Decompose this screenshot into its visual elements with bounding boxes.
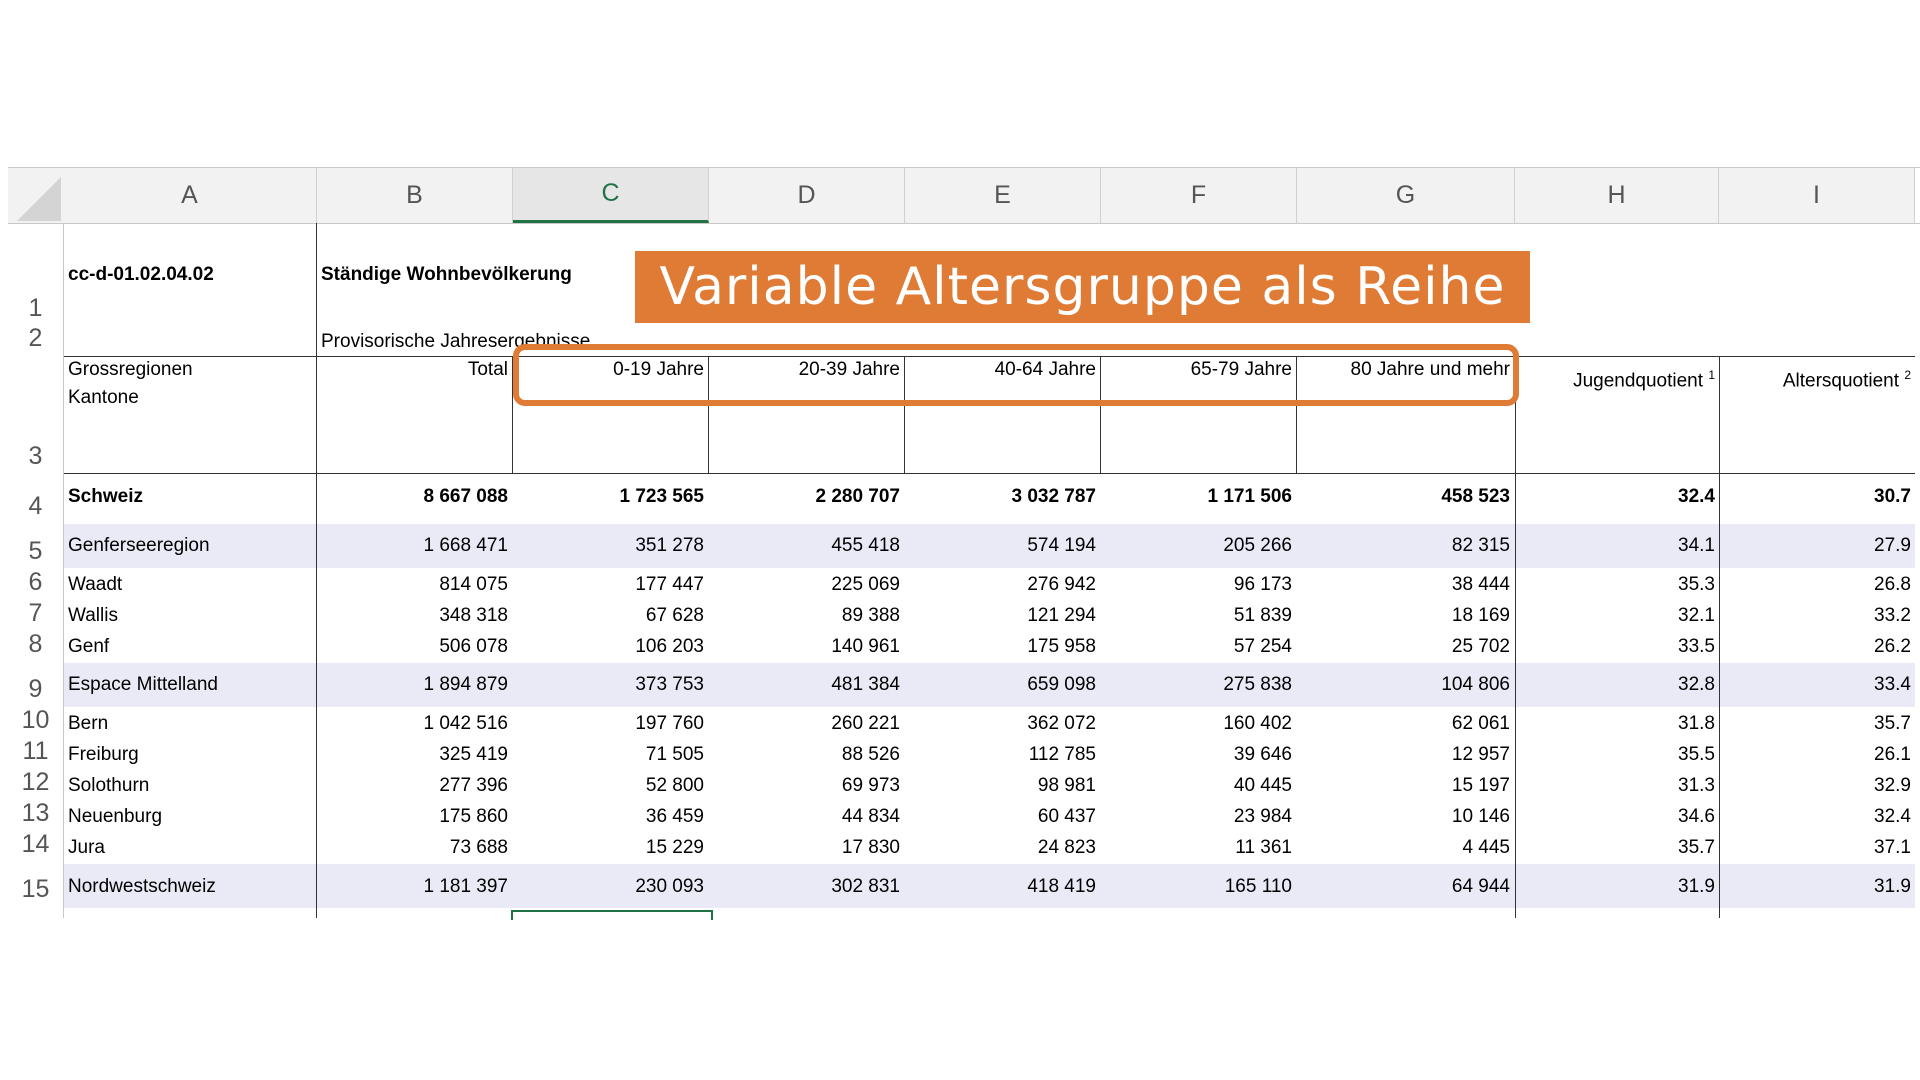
value-cell[interactable]: 8 667 088 <box>423 486 508 507</box>
row-header-13[interactable]: 13 <box>21 799 50 827</box>
column-header-i[interactable]: I <box>1719 167 1915 223</box>
column-header-e[interactable]: E <box>905 167 1101 223</box>
value-cell[interactable]: 225 069 <box>831 574 900 595</box>
column-header-f[interactable]: F <box>1101 167 1297 223</box>
value-cell[interactable]: 32.8 <box>1678 674 1715 695</box>
value-cell[interactable]: 481 384 <box>831 674 900 695</box>
value-cell[interactable]: 64 944 <box>1451 876 1510 897</box>
region-name-cell[interactable]: Solothurn <box>68 775 150 796</box>
value-cell[interactable]: 175 958 <box>1027 636 1096 657</box>
region-name-cell[interactable]: Neuenburg <box>68 806 163 827</box>
value-cell[interactable]: 32.9 <box>1874 775 1911 796</box>
value-cell[interactable]: 106 203 <box>635 636 704 657</box>
value-cell[interactable]: 11 361 <box>1235 837 1292 858</box>
value-cell[interactable]: 1 894 879 <box>423 674 508 695</box>
row-header-14[interactable]: 14 <box>21 830 50 858</box>
row-header-divider <box>63 223 64 918</box>
value-cell[interactable]: 325 419 <box>439 744 508 765</box>
table-title[interactable]: Ständige Wohnbevölkerung <box>321 264 572 285</box>
value-cell[interactable]: 33.2 <box>1874 605 1911 626</box>
value-cell[interactable]: 177 447 <box>635 574 704 595</box>
annotation-banner <box>635 251 1530 323</box>
old-age-ratio-footnote: 2 <box>1904 368 1911 382</box>
value-cell[interactable]: 302 831 <box>831 876 900 897</box>
region-name-cell[interactable]: Nordwestschweiz <box>68 876 216 897</box>
value-cell[interactable]: 1 723 565 <box>619 486 704 507</box>
value-cell[interactable]: 69 973 <box>841 775 900 796</box>
value-cell[interactable]: 52 800 <box>645 775 704 796</box>
border-h-i <box>1719 356 1720 918</box>
row-header-2[interactable]: 2 <box>28 324 43 352</box>
header-top-line <box>8 167 1920 168</box>
value-cell[interactable]: 348 318 <box>439 605 508 626</box>
header-youth-ratio[interactable] <box>1519 364 1715 392</box>
header-old-age-ratio[interactable] <box>1723 364 1911 392</box>
value-cell[interactable]: 32.4 <box>1874 806 1911 827</box>
table-subtitle[interactable]: Provisorische Jahresergebnisse <box>321 331 591 352</box>
value-cell[interactable]: 96 173 <box>1233 574 1292 595</box>
region-label-line1[interactable]: Grossregionen <box>68 359 193 380</box>
value-cell[interactable]: 35.3 <box>1678 574 1715 595</box>
region-name-cell[interactable]: Bern <box>68 713 109 734</box>
value-cell[interactable]: 26.2 <box>1874 636 1911 657</box>
value-cell[interactable]: 88 526 <box>841 744 900 765</box>
value-cell[interactable]: 814 075 <box>439 574 508 595</box>
value-cell[interactable]: 140 961 <box>831 636 900 657</box>
region-label-line2[interactable]: Kantone <box>68 387 139 408</box>
value-cell[interactable]: 1 042 516 <box>423 713 508 734</box>
column-header-h[interactable]: H <box>1515 167 1719 223</box>
header-age-80-plus[interactable]: 80 Jahre und mehr <box>1350 359 1510 380</box>
column-header-c[interactable]: C <box>513 167 709 223</box>
header-age-40-64[interactable]: 40-64 Jahre <box>994 359 1096 380</box>
row-header-12[interactable]: 12 <box>21 768 50 796</box>
value-cell[interactable]: 2 280 707 <box>815 486 900 507</box>
value-cell[interactable]: 197 760 <box>635 713 704 734</box>
value-cell[interactable]: 32.4 <box>1678 486 1715 507</box>
column-header-b[interactable]: B <box>317 167 513 223</box>
value-cell[interactable]: 373 753 <box>635 674 704 695</box>
value-cell[interactable]: 18 169 <box>1451 605 1510 626</box>
value-cell[interactable]: 30.7 <box>1874 486 1911 507</box>
region-name-cell[interactable]: Schweiz <box>68 486 143 507</box>
value-cell[interactable]: 71 505 <box>645 744 704 765</box>
value-cell[interactable]: 175 860 <box>439 806 508 827</box>
value-cell[interactable]: 25 702 <box>1451 636 1510 657</box>
value-cell[interactable]: 230 093 <box>635 876 704 897</box>
row-header-4[interactable]: 4 <box>28 492 43 520</box>
annotation-banner-text: Variable Altersgruppe als Reihe <box>659 257 1506 317</box>
border-g-h <box>1515 356 1516 918</box>
row-header-5[interactable]: 5 <box>28 537 43 565</box>
value-cell[interactable]: 34.1 <box>1678 535 1715 556</box>
value-cell[interactable]: 34.6 <box>1678 806 1715 827</box>
value-cell[interactable]: 418 419 <box>1027 876 1096 897</box>
select-all-corner[interactable] <box>8 167 63 223</box>
row-header-10[interactable]: 10 <box>21 706 50 734</box>
region-name-cell[interactable]: Genferseeregion <box>68 535 210 556</box>
region-name-cell[interactable]: Genf <box>68 636 110 657</box>
value-cell[interactable]: 659 098 <box>1027 674 1096 695</box>
row-header-9[interactable]: 9 <box>28 675 43 703</box>
value-cell[interactable]: 44 834 <box>841 806 900 827</box>
value-cell[interactable]: 32.1 <box>1678 605 1715 626</box>
value-cell[interactable]: 38 444 <box>1451 574 1510 595</box>
value-cell[interactable]: 31.9 <box>1874 876 1911 897</box>
selected-cell-indicator <box>511 910 713 920</box>
header-age-0-19[interactable]: 0-19 Jahre <box>613 359 704 380</box>
value-cell[interactable]: 121 294 <box>1027 605 1096 626</box>
value-cell[interactable]: 98 981 <box>1037 775 1096 796</box>
value-cell[interactable]: 57 254 <box>1233 636 1292 657</box>
value-cell[interactable]: 574 194 <box>1027 535 1096 556</box>
value-cell[interactable]: 15 197 <box>1451 775 1510 796</box>
value-cell[interactable]: 506 078 <box>439 636 508 657</box>
value-cell[interactable]: 51 839 <box>1233 605 1292 626</box>
value-cell[interactable]: 60 437 <box>1037 806 1096 827</box>
row-header-15[interactable]: 15 <box>21 875 50 903</box>
column-header-a[interactable]: A <box>63 167 317 223</box>
value-cell[interactable]: 3 032 787 <box>1011 486 1096 507</box>
value-cell[interactable]: 35.5 <box>1678 744 1715 765</box>
border-a-b <box>316 223 317 918</box>
row-header-11[interactable]: 11 <box>22 737 49 765</box>
value-cell[interactable]: 104 806 <box>1441 674 1510 695</box>
value-cell[interactable]: 362 072 <box>1027 713 1096 734</box>
value-cell[interactable]: 351 278 <box>635 535 704 556</box>
value-cell[interactable]: 276 942 <box>1027 574 1096 595</box>
value-cell[interactable]: 1 181 397 <box>423 876 508 897</box>
value-cell[interactable]: 35.7 <box>1874 713 1911 734</box>
header-age-65-79[interactable]: 65-79 Jahre <box>1190 359 1292 380</box>
value-cell[interactable]: 275 838 <box>1223 674 1292 695</box>
value-cell[interactable]: 10 146 <box>1451 806 1510 827</box>
value-cell[interactable]: 36 459 <box>645 806 704 827</box>
value-cell[interactable]: 26.8 <box>1874 574 1911 595</box>
value-cell[interactable]: 23 984 <box>1233 806 1292 827</box>
value-cell[interactable]: 277 396 <box>439 775 508 796</box>
youth-ratio-footnote: 1 <box>1708 368 1715 382</box>
value-cell[interactable]: 24 823 <box>1037 837 1096 858</box>
value-cell[interactable]: 26.1 <box>1874 744 1911 765</box>
value-cell[interactable]: 31.8 <box>1678 713 1715 734</box>
value-cell[interactable]: 4 445 <box>1462 837 1510 858</box>
value-cell[interactable]: 112 785 <box>1028 744 1096 765</box>
header-bottom-line <box>8 223 1920 224</box>
value-cell[interactable]: 455 418 <box>831 535 900 556</box>
value-cell[interactable]: 82 315 <box>1451 535 1510 556</box>
table-header-bottom-border <box>64 473 1915 474</box>
header-total[interactable]: Total <box>467 359 508 380</box>
row-header-1[interactable]: 1 <box>28 294 43 322</box>
value-cell[interactable]: 205 266 <box>1223 535 1292 556</box>
region-name-cell[interactable]: Freiburg <box>68 744 139 765</box>
region-name-cell[interactable]: Wallis <box>68 605 118 626</box>
value-cell[interactable]: 1 668 471 <box>423 535 508 556</box>
row-header-6[interactable]: 6 <box>28 568 43 596</box>
value-cell[interactable]: 73 688 <box>449 837 508 858</box>
table-code[interactable]: cc-d-01.02.04.02 <box>68 264 214 285</box>
value-cell[interactable]: 39 646 <box>1233 744 1292 765</box>
value-cell[interactable]: 27.9 <box>1874 535 1911 556</box>
value-cell[interactable]: 40 445 <box>1233 775 1292 796</box>
region-name-cell[interactable]: Waadt <box>68 574 123 595</box>
value-cell[interactable]: 1 171 506 <box>1207 486 1292 507</box>
value-cell[interactable]: 35.7 <box>1678 837 1715 858</box>
region-name-cell[interactable]: Jura <box>68 837 105 858</box>
header-age-20-39[interactable]: 20-39 Jahre <box>798 359 900 380</box>
age-group-highlight-box <box>513 344 1519 406</box>
column-header-d[interactable]: D <box>709 167 905 223</box>
value-cell[interactable]: 15 229 <box>645 837 704 858</box>
row-header-8[interactable]: 8 <box>28 630 43 658</box>
value-cell[interactable]: 37.1 <box>1874 837 1911 858</box>
value-cell[interactable]: 165 110 <box>1224 876 1292 897</box>
value-cell[interactable]: 33.4 <box>1874 674 1911 695</box>
value-cell[interactable]: 67 628 <box>645 605 704 626</box>
value-cell[interactable]: 260 221 <box>831 713 900 734</box>
row-header-7[interactable]: 7 <box>28 599 43 627</box>
old-age-ratio-label: Altersquotient <box>1782 370 1900 392</box>
value-cell[interactable]: 31.3 <box>1678 775 1715 796</box>
value-cell[interactable]: 89 388 <box>841 605 900 626</box>
value-cell[interactable]: 31.9 <box>1678 876 1715 897</box>
value-cell[interactable]: 160 402 <box>1223 713 1292 734</box>
row-header-3[interactable]: 3 <box>28 442 43 470</box>
value-cell[interactable]: 458 523 <box>1441 486 1510 507</box>
value-cell[interactable]: 17 830 <box>841 837 900 858</box>
value-cell[interactable]: 33.5 <box>1678 636 1715 657</box>
value-cell[interactable]: 12 957 <box>1451 744 1510 765</box>
region-name-cell[interactable]: Espace Mittelland <box>68 674 218 695</box>
column-header-g[interactable]: G <box>1297 167 1515 223</box>
youth-ratio-label: Jugendquotient <box>1573 370 1704 392</box>
value-cell[interactable]: 62 061 <box>1451 713 1510 734</box>
